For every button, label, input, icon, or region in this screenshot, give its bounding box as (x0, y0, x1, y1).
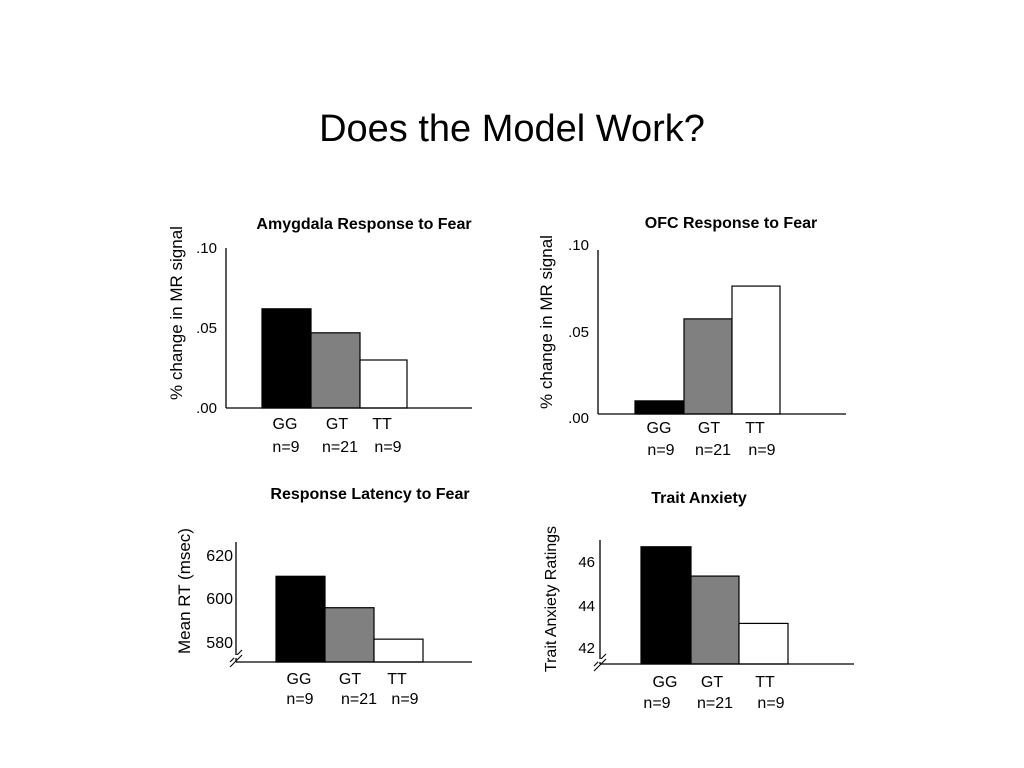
bar-tt (360, 360, 407, 408)
y-tick-label: .00 (568, 410, 589, 427)
y-tick-label: .10 (568, 237, 589, 254)
chart-title: OFC Response to Fear (644, 215, 818, 232)
sample-size-label: n=21 (696, 695, 734, 712)
y-tick-label: .05 (568, 324, 589, 341)
category-label: GT (325, 416, 349, 433)
bar-gg (641, 547, 691, 664)
slide-title: Does the Model Work? (319, 108, 705, 150)
category-label: TT (387, 671, 407, 688)
chart-title: Trait Anxiety (651, 490, 747, 507)
bar-gg (262, 309, 311, 408)
sample-size-label: n=21 (340, 691, 378, 708)
bar-gt (684, 319, 732, 414)
axis-break-gap (598, 659, 602, 662)
bar-gt (691, 576, 739, 664)
y-axis-label: Trait Anxiety Ratings (543, 525, 560, 673)
sample-size-label: n=9 (391, 691, 419, 708)
y-tick-label: .00 (196, 400, 217, 417)
y-tick-label: .10 (196, 240, 217, 257)
bar-tt (739, 623, 788, 664)
bar-gg (276, 576, 325, 662)
y-tick-label: 600 (206, 591, 233, 608)
sample-size-label: n=21 (321, 439, 359, 456)
amygdala-chart (167, 216, 472, 456)
category-label: GT (338, 671, 362, 688)
y-axis-label: % change in MR signal (537, 235, 556, 409)
category-label: TT (755, 674, 775, 691)
y-tick-label: 42 (578, 640, 595, 657)
y-tick-label: 46 (578, 554, 595, 571)
category-label: GG (272, 416, 298, 433)
y-axis-label: Mean RT (msec) (175, 528, 194, 654)
chart-title: Amygdala Response to Fear (256, 216, 472, 233)
bar-gt (325, 608, 374, 662)
sample-size-label: n=9 (374, 439, 402, 456)
y-tick-label: 44 (578, 598, 595, 615)
y-tick-label: 580 (206, 635, 233, 652)
latency-chart (175, 486, 472, 708)
bar-gt (311, 333, 360, 408)
bar-gg (635, 401, 684, 414)
category-label: GT (700, 674, 724, 691)
sample-size-label: n=9 (643, 695, 671, 712)
axis-break-gap (234, 655, 238, 658)
sample-size-label: n=21 (694, 442, 732, 459)
category-label: GG (286, 671, 312, 688)
category-label: GG (652, 674, 678, 691)
y-tick-label: .05 (196, 320, 217, 337)
chart-title: Response Latency to Fear (270, 486, 470, 503)
category-label: GG (646, 420, 672, 437)
category-label: GT (697, 420, 721, 437)
bar-tt (374, 639, 423, 662)
sample-size-label: n=9 (757, 695, 785, 712)
sample-size-label: n=9 (286, 691, 314, 708)
y-axis-label: % change in MR signal (167, 226, 186, 400)
sample-size-label: n=9 (272, 439, 300, 456)
bar-tt (732, 286, 780, 414)
sample-size-label: n=9 (647, 442, 675, 459)
sample-size-label: n=9 (748, 442, 776, 459)
ofc-chart (537, 215, 846, 459)
category-label: TT (372, 416, 392, 433)
y-tick-label: 620 (206, 548, 233, 565)
category-label: TT (745, 420, 765, 437)
anxiety-chart (543, 490, 854, 712)
